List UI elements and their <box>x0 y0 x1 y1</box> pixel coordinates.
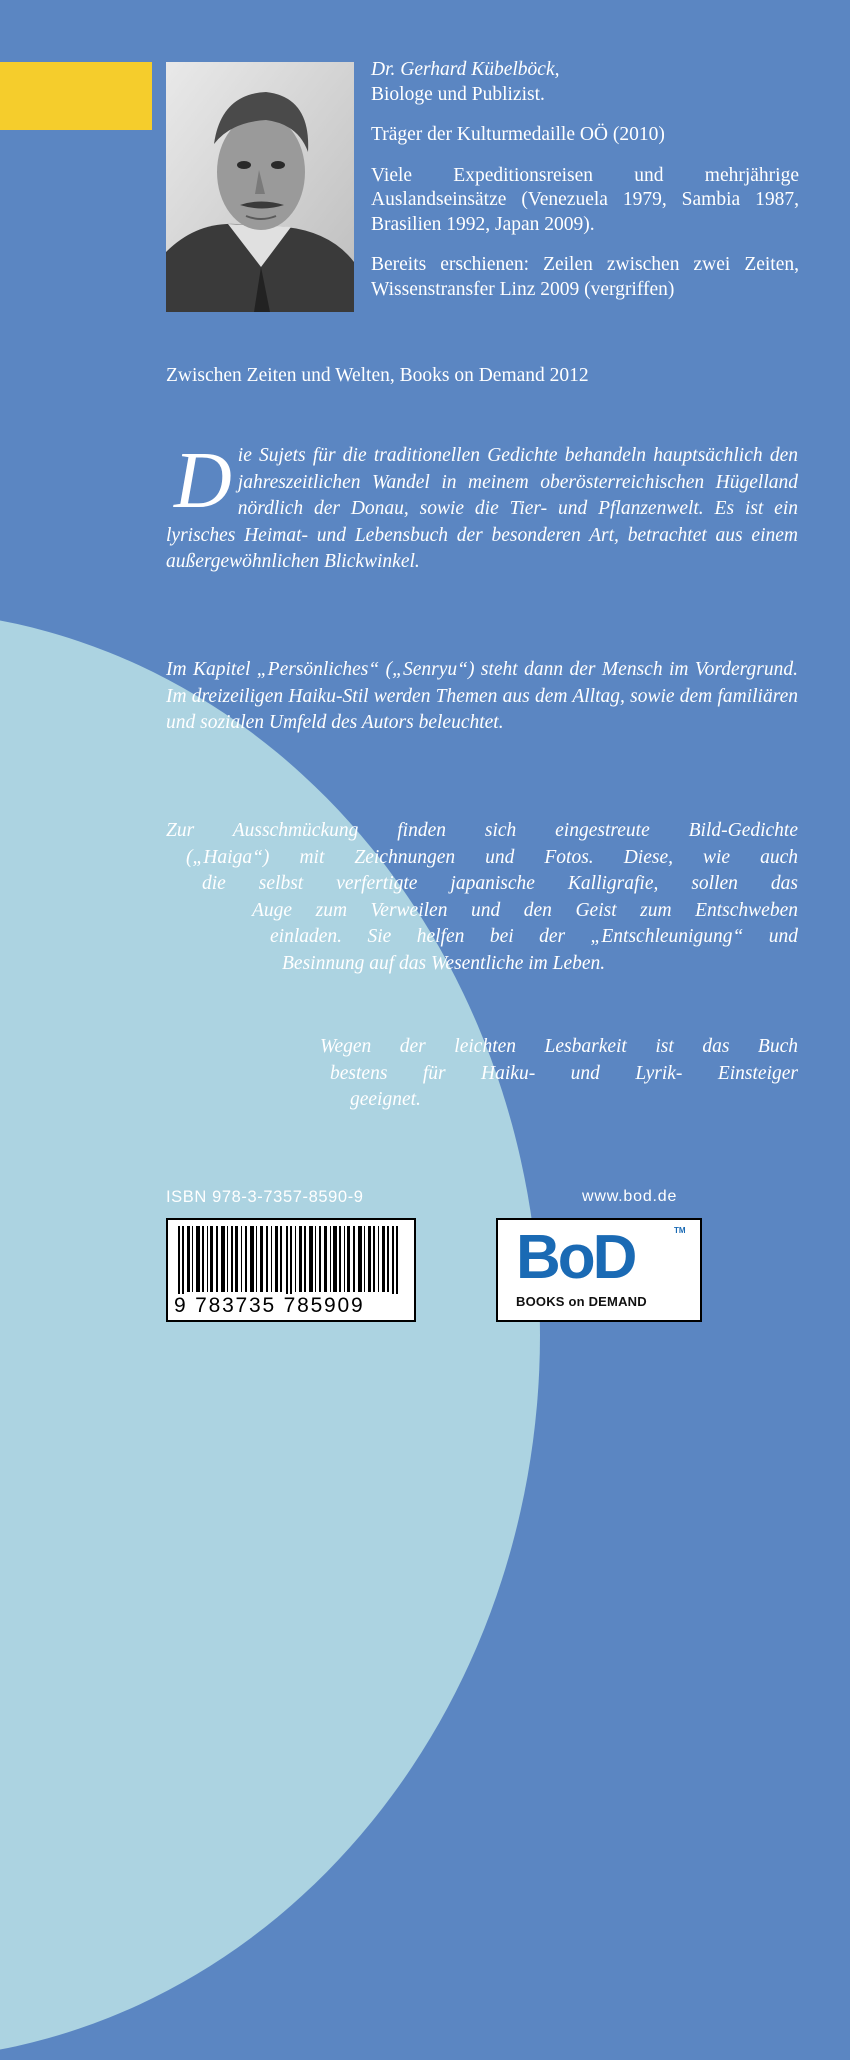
barcode-bars <box>176 1226 408 1298</box>
blurb-paragraph-2: Im Kapitel „Persönliches“ („Senryu“) steht dann der Mensch im Vordergrund. Im dreizeiligen Haiku-Stil werden Themen aus dem Alltag, sowie dem familiären und sozialen Umfeld des Autors beleuchtet. <box>166 659 798 734</box>
author-bio <box>371 58 799 318</box>
author-published: Bereits erschienen: Zeilen zwischen zwei Zeiten, Wissenstransfer Linz 2009 (vergriffen) <box>371 254 799 300</box>
blurb-paragraph-1 <box>166 437 798 576</box>
blurb-line: Auge zum Verweilen und den Geist zum Entschweben <box>252 899 798 921</box>
author-published-2: Zwischen Zeiten und Welten, Books on Demand 2012 <box>166 365 589 386</box>
author-photo <box>166 62 354 312</box>
blurb-paragraph-3 <box>166 818 798 978</box>
barcode <box>166 1218 416 1322</box>
isbn-label: ISBN 978-3-7357-8590-9 <box>166 1188 364 1206</box>
publisher-logo <box>496 1218 702 1322</box>
accent-bar <box>0 62 152 130</box>
author-travel: Viele Expeditionsreisen und mehrjährige Auslandseinsätze (Venezuela 1979, Sambia 1987, Brasilien 1992, Japan 2009). <box>371 164 799 235</box>
bod-logo-subtitle: BOOKS on DEMAND <box>516 1294 647 1309</box>
author-award: Träger der Kulturmedaille OÖ (2010) <box>371 124 665 145</box>
blurb-line: Zur Ausschmückung finden sich eingestreute Bild-Gedichte <box>166 820 798 841</box>
drop-cap: D <box>174 437 232 525</box>
trademark-mark: TM <box>674 1226 686 1235</box>
blurb-paragraph-1-text: ie Sujets für die traditionellen Gedichte behandeln hauptsächlich den jahreszeitlichen Wandel in meinem oberösterreichischen Hügelland nördlich der Donau, sowie die Tier- und Pflanzenwelt. Es ist ein lyrisches Heimat- und Lebensbuch der besonderen Art, betrachtet aus einem außergewöhnlichen Blickwinkel. <box>166 445 798 573</box>
blurb-line: bestens für Haiku- und Lyrik- Einsteiger <box>330 1062 798 1084</box>
blurb-line: Besinnung auf das Wesentliche im Leben. <box>282 952 606 974</box>
blurb-line: die selbst verfertigte japanische Kalligrafie, sollen das <box>202 873 798 895</box>
blurb-line: geeignet. <box>350 1089 421 1111</box>
blurb-line: einladen. Sie helfen bei der „Entschleunigung“ und <box>270 926 798 948</box>
publisher-url: www.bod.de <box>582 1188 678 1205</box>
blurb-line: Wegen der leichten Lesbarkeit ist das Buch <box>320 1036 798 1057</box>
author-name: Dr. Gerhard Kübelböck, <box>371 59 560 80</box>
blurb-line: („Haiga“) mit Zeichnungen und Fotos. Diese, wie auch <box>186 846 798 868</box>
barcode-digits: 9 783735 785909 <box>174 1294 410 1318</box>
bod-logo-text: BoD <box>516 1223 635 1292</box>
author-profession: Biologe und Publizist. <box>371 83 545 105</box>
blurb-paragraph-4 <box>320 1034 798 1114</box>
